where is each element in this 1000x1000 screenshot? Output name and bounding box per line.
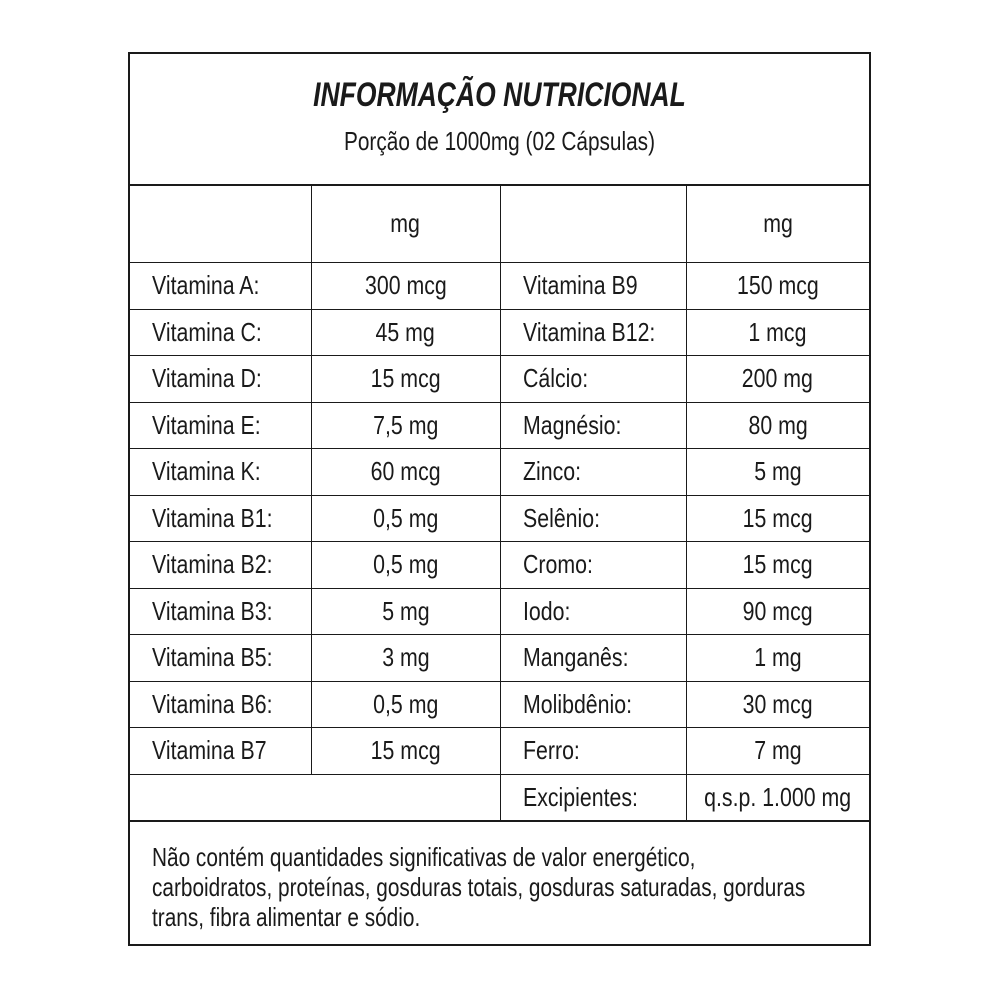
nutrient-name: Vitamina A: xyxy=(130,263,311,310)
nutrient-row xyxy=(130,728,869,775)
nutrient-value: 200 mg xyxy=(686,356,869,403)
nutrient-value: 90 mcg xyxy=(686,588,869,635)
nutrient-row xyxy=(130,356,869,403)
nutrient-value: 150 mcg xyxy=(686,263,869,310)
nutrient-value: 15 mcg xyxy=(686,495,869,542)
nutrient-row xyxy=(130,542,869,589)
nutrient-table xyxy=(130,184,869,821)
nutrient-name: Vitamina E: xyxy=(130,402,311,449)
empty-header-cell xyxy=(500,184,686,263)
left-unit-header: mg xyxy=(311,184,500,263)
nutrient-value: 7,5 mg xyxy=(311,402,500,449)
nutrient-name: Vitamina B6: xyxy=(130,681,311,728)
nutrient-name: Vitamina B5: xyxy=(130,635,311,682)
nutrient-value: 3 mg xyxy=(311,635,500,682)
nutrient-name: Vitamina B1: xyxy=(130,495,311,542)
nutrient-value: 80 mg xyxy=(686,402,869,449)
nutrient-row xyxy=(130,495,869,542)
nutrient-row xyxy=(130,681,869,728)
empty-header-cell xyxy=(130,184,311,263)
nutrient-name: Ferro: xyxy=(500,728,686,775)
nutrient-row xyxy=(130,263,869,310)
nutrient-name: Zinco: xyxy=(500,449,686,496)
nutrient-value: 300 mcg xyxy=(311,263,500,310)
nutrient-name: Vitamina B12: xyxy=(500,309,686,356)
nutrient-name: Vitamina B9 xyxy=(500,263,686,310)
nutrient-value: 0,5 mg xyxy=(311,542,500,589)
nutrient-value: 15 mcg xyxy=(311,356,500,403)
nutrient-name: Vitamina B2: xyxy=(130,542,311,589)
nutrient-name: Cromo: xyxy=(500,542,686,589)
nutrient-value: 1 mg xyxy=(686,635,869,682)
nutrient-name: Manganês: xyxy=(500,635,686,682)
nutrient-row xyxy=(130,402,869,449)
nutrient-value: 15 mcg xyxy=(311,728,500,775)
nutrient-name: Molibdênio: xyxy=(500,681,686,728)
nutrition-title: INFORMAÇÃO NUTRICIONAL xyxy=(313,76,686,114)
nutrient-value: 15 mcg xyxy=(686,542,869,589)
nutrient-name: Cálcio: xyxy=(500,356,686,403)
nutrient-name: Selênio: xyxy=(500,495,686,542)
nutrient-name: Vitamina K: xyxy=(130,449,311,496)
nutrition-header xyxy=(130,54,869,186)
nutrient-name: Iodo: xyxy=(500,588,686,635)
nutrient-name: Vitamina B3: xyxy=(130,588,311,635)
excipients-value: q.s.p. 1.000 mg xyxy=(686,774,869,821)
unit-header-row xyxy=(130,184,869,263)
nutrient-row xyxy=(130,588,869,635)
nutrient-value: 45 mg xyxy=(311,309,500,356)
nutrient-value: 30 mcg xyxy=(686,681,869,728)
nutrient-row xyxy=(130,449,869,496)
nutrient-value: 5 mg xyxy=(311,588,500,635)
disclaimer-text: Não contém quantidades significativas de valor energético, carboidratos, proteínas, gosduras totais, gosduras saturadas, gorduras trans, fibra alimentar e sódio. xyxy=(152,842,806,932)
nutrient-value: 0,5 mg xyxy=(311,681,500,728)
nutrient-value: 0,5 mg xyxy=(311,495,500,542)
nutrient-value: 60 mcg xyxy=(311,449,500,496)
nutrient-row xyxy=(130,309,869,356)
nutrient-value: 7 mg xyxy=(686,728,869,775)
nutrient-name: Vitamina B7 xyxy=(130,728,311,775)
nutrient-name: Vitamina D: xyxy=(130,356,311,403)
disclaimer-box xyxy=(130,820,869,944)
nutrient-name: Vitamina C: xyxy=(130,309,311,356)
serving-size: Porção de 1000mg (02 Cápsulas) xyxy=(343,126,656,156)
excipients-name: Excipientes: xyxy=(500,774,686,821)
excipients-row xyxy=(130,774,869,821)
nutrient-name: Magnésio: xyxy=(500,402,686,449)
nutrient-value: 5 mg xyxy=(686,449,869,496)
right-unit-header: mg xyxy=(686,184,869,263)
nutrient-row xyxy=(130,635,869,682)
nutrient-value: 1 mcg xyxy=(686,309,869,356)
nutrition-facts-panel xyxy=(128,52,871,946)
empty-cell xyxy=(130,774,500,821)
